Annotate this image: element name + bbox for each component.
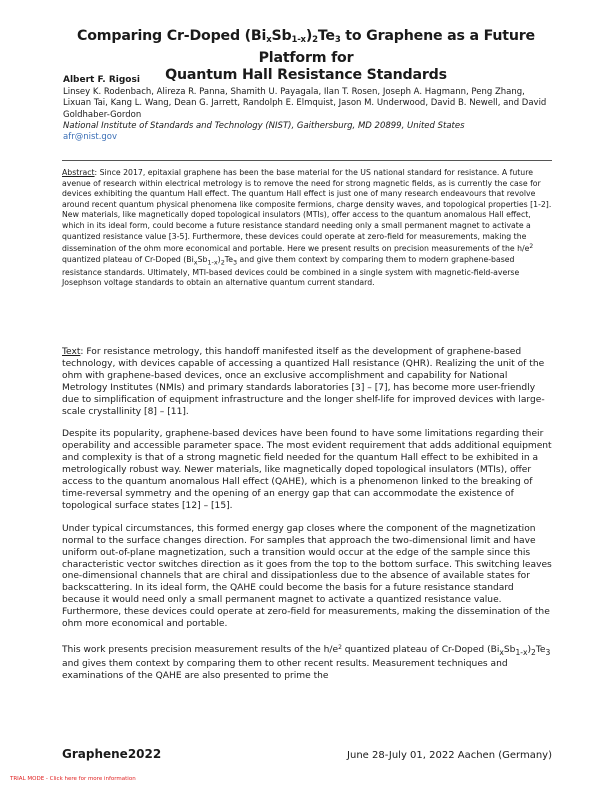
affiliation: National Institute of Standards and Technology (NIST), Gaithersburg, MD 20899, United States [63, 120, 465, 131]
email-link[interactable]: afr@nist.gov [63, 132, 118, 143]
paragraph-1: Text: For resistance metrology, this handoff manifested itself as the development of graphene-based technology, with devices capable of accessing a quantized Hall resistance (QHR). Realizing the unit of the ohm with graphene-based devices, once an exclusive accomplishment and capability for National Metrology Institutes (NMIs) and primary standards laboratories [3] – [7], has become more user-friendly due to simplification of equipment infrastructure and the longer shelf-life for improved devices with large-scale crystallinity [8] – [11]. [62, 347, 545, 417]
page-footer [62, 747, 552, 761]
conference-name: Graphene2022 [62, 747, 162, 761]
text-label: Text [62, 347, 81, 357]
paragraph-3: Under typical circumstances, this formed energy gap closes where the component of the magnetization normal to the surface changes direction. For samples that approach the two-dimensional limit and have uniform out-of-plane magnetization, such a transition would occur at the edge of the sample since this characteristic vector switches direction as it goes from the top to the bottom surface. This switching leaves one-dimensional channels that are chiral and dissipationless due to the absence of available states for backscattering. In its ideal form, the QAHE could become the basis for a future resistance standard because it would need only a small permanent magnet to activate a quantized resistance value. Furthermore, these devices could operate at zero-field for measurements, making the dissemination of the ohm more economical and portable. [62, 523, 552, 630]
paragraph-4: This work presents precision measurement results of the $h/e^2$ quantized plateau of Cr-Doped $(Bi_xSb_{1-x})_2Te_3$ and gives them context by comparing them to other recent results. Measurement techniques and examinations of the QAHE are also presented to prime the [62, 643, 551, 681]
co-authors: Linsey K. Rodenbach, Alireza R. Panna, Shamith U. Payagala, Ilan T. Rosen, Joseph A. Hagmann, Peng Zhang, Lixuan Tai, Kang L. Wang, Dean G. Jarrett, Randolph E. Elmquist, Jason M. Underwood, David B. Newell, and David Goldhaber-Gordon [63, 87, 547, 120]
author-block [63, 75, 553, 143]
lead-author: Albert F. Rigosi [63, 75, 140, 85]
paper-title: Comparing Cr-Doped $(Bi_xSb_{1-x})_2Te_3$ to Graphene as a Future Platform for Quantum Hall Resistance Standards [77, 28, 535, 83]
paragraph-2: Despite its popularity, graphene-based devices have been found to have some limitations regarding their operability and accessible parameter space. The most evident requirement that adds additional equipment and complexity is that of a strong magnetic field needed for the quantum Hall effect to be exhibited in a metrologically robust way. Newer materials, like magnetically doped topological insulators (MTIs), offer access to the quantum anomalous Hall effect (QAHE), which is a phenomenon linked to the breaking of time-reversal symmetry and the opening of an energy gap that can accommodate the existence of topological surface states [12] – [15]. [62, 429, 552, 511]
abstract-label: Abstract [62, 168, 95, 177]
divider [62, 160, 552, 161]
abstract: Abstract: Since 2017, epitaxial graphene has been the base material for the US national standard for resistance. A future avenue of research within electrical metrology is to remove the need for strong magnetic fields, as is currently the case for devices exhibiting the quantum Hall effect. The quantum Hall effect is just one of many research endeavours that revolve around recent quantum physical phenomena like composite fermions, charge density waves, and topological properties [1-2]. New materials, like magnetically doped topological insulators (MTIs), offer access to the quantum anomalous Hall effect, which in its ideal form, could become a future resistance standard needing only a small permanent magnet to activate a quantized resistance value [3-5]. Furthermore, these devices could operate at zero-field for measurements, making the dissemination of the ohm more economical and portable. Here we present results on precision measurements of the $h/e^2$ quantized plateau of Cr-Doped $(Bi_xSb_{1-x})_2Te_3$ and give them context by comparing them to modern graphene-based resistance standards. Ultimately, MTI-based devices could be combined in a single system with magnetic-field-averse Josephson voltage standards to obtain an alternative quantum current standard. [62, 168, 552, 288]
conference-dates: June 28-July 01, 2022 Aachen (Germany) [347, 750, 552, 761]
trial-mode-link[interactable]: TRIAL MODE - Click here for more information [10, 776, 136, 782]
main-text [62, 347, 552, 747]
